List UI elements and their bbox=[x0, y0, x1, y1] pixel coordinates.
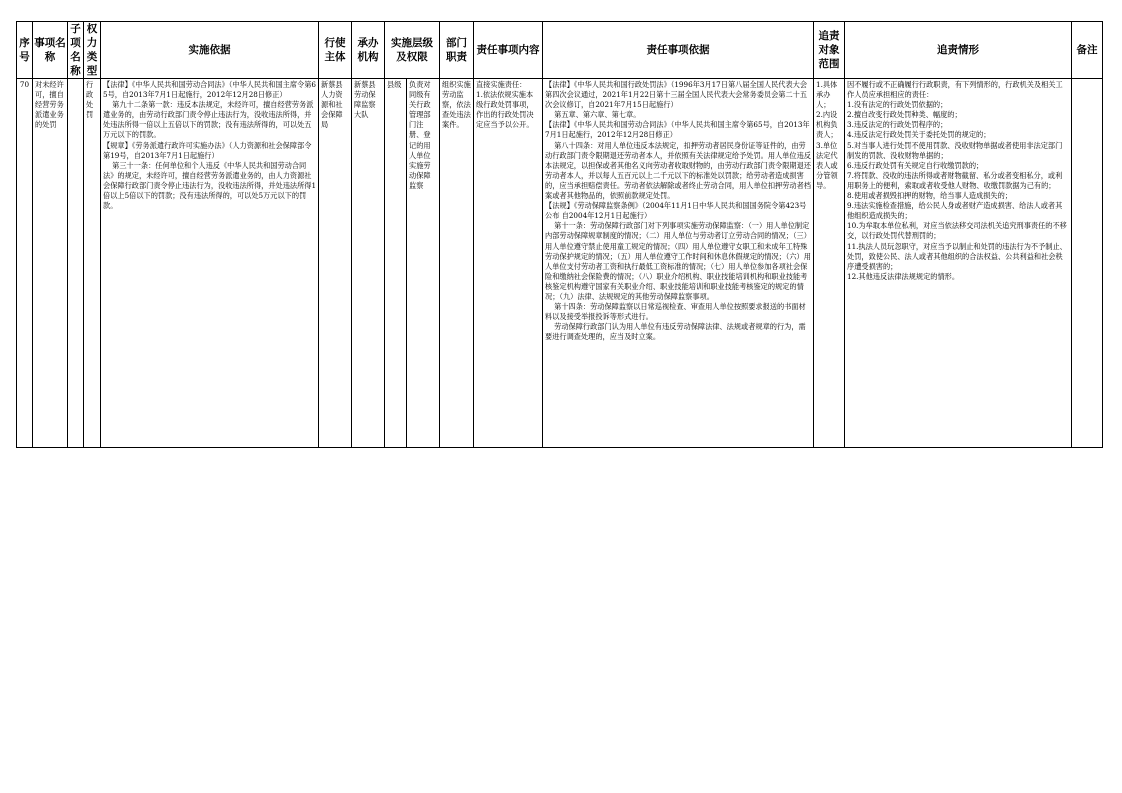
cell-seq bbox=[17, 79, 33, 448]
agency-text: 新蔡县劳动保障监察大队 bbox=[354, 80, 376, 120]
subject-text: 新蔡县人力资源和社会保障局 bbox=[321, 80, 343, 130]
header-row bbox=[17, 22, 1103, 79]
header-subject: 行使主体 bbox=[319, 22, 352, 79]
accountability-scope-text: 1.具体承办人； 2.内设机构负责人； 3.单位法定代表人或分管领导。 bbox=[816, 80, 838, 190]
cell-accountability-scope bbox=[814, 79, 845, 448]
remarks-text bbox=[1074, 80, 1100, 446]
level-authority-text: 负责对同级有关行政管理部门注册、登记的用人单位实施劳动保障监察 bbox=[409, 80, 431, 190]
header-seq: 序号 bbox=[17, 22, 33, 79]
header-level: 实施层级及权限 bbox=[385, 22, 440, 79]
sub-item-name-text bbox=[70, 80, 81, 446]
header-basis: 实施依据 bbox=[101, 22, 319, 79]
cell-resp-basis bbox=[543, 79, 814, 448]
header-sub-item-name: 子项名称 bbox=[68, 22, 84, 79]
accountability-cases-text: 因不履行或不正确履行行政职责，有下列情形的，行政机关及相关工作人员应承担相应的责任： 1.没有法定的行政处罚依据的； 2.擅自改变行政处罚种类、幅度的； 3.违反法定的行政处罚程序的； 4.违反法定行政处罚关于委托处罚的规定的； 5.对当事人进行处罚不使用罚款、没收财物单据或者使用非法定部门制发的罚款、没收财物单据的； 6.违反行政处罚有关规定自行收缴罚款的； 7.将罚款、没收的违法所得或者财物截留、私分或者变相私分，或利用职务上的便利，索取或者收受他人财物、收缴罚款据为己有的； 8.使用或者损毁扣押的财物，给当事人造成损失的； 9.违法实施检查措施，给公民人身或者财产造成损害、给法人或者其他组织造成损失的； 10.为牟取本单位私利，对应当依法移交司法机关追究刑事责任的不移交，以行政处罚代替刑罚的； 11.执法人员玩忽职守，对应当予以制止和处罚的违法行为不予制止、处罚，致使公民、法人或者其他组织的合法权益、公共利益和社会秩序遭受损害的； 12.其他违反法律法规规定的情形。 bbox=[847, 80, 1067, 281]
cell-sub-item-name bbox=[68, 79, 84, 448]
dept-duty-text: 组织实施劳动监察，依法查处违法案件。 bbox=[442, 80, 471, 130]
header-agency: 承办机构 bbox=[352, 22, 385, 79]
item-name-text: 对未经许可，擅自经营劳务派遣业务的处罚 bbox=[35, 80, 64, 130]
power-type-text: 行政处罚 bbox=[86, 80, 94, 120]
header-dept-duty: 部门职责 bbox=[440, 22, 474, 79]
resp-basis-text: 【法律】《中华人民共和国行政处罚法》（1996年3月17日第八届全国人民代表大会第四次会议通过，2021年1月22日第十三届全国人民代表大会常务委员会第二十五次会议修订，自2021年7月15日起施行） 第五章、第六章、第七章。 【法律】《中华人民共和国劳动合同法》（中华人民共和国主席令第65号，自2013年7月1日起施行，2012年12月28日修正） 第八十四条：对用人单位违反本法规定，扣押劳动者居民身份证等证件的，由劳动行政部门责令限期退还劳动者本人，并依照有关法律规定给予处罚。用人单位违反本法规定，以担保或者其他名义向劳动者收取财物的，由劳动行政部门责令限期退还劳动者本人，并以每人五百元以上二千元以下的标准处以罚款；给劳动者造成损害的，应当承担赔偿责任。劳动者依法解除或者终止劳动合同，用人单位扣押劳动者档案或者其他物品的，依照前款规定处罚。 【法规】《劳动保障监察条例》（2004年11月1日中华人民共和国国务院令第423号公布 自2004年12月1日起施行） 第十一条：劳动保障行政部门对下列事项实施劳动保障监察：（一）用人单位制定内部劳动保障规章制度的情况；（二）用人单位与劳动者订立劳动合同的情况；（三）用人单位遵守禁止使用童工规定的情况；（四）用人单位遵守女职工和未成年工特殊劳动保护规定的情况；（五）用人单位遵守工作时间和休息休假规定的情况；（六）用人单位支付劳动者工资和执行最低工资标准的情况；（七）用人单位参加各项社会保险和缴纳社会保险费的情况；（八）职业介绍机构、职业技能培训机构和职业技能考核鉴定机构遵守国家有关职业介绍、职业技能培训和职业技能考核鉴定的规定的情况；（九）法律、法规规定的其他劳动保障监察事项。 第十四条：劳动保障监察以日常巡视检查、审查用人单位按照要求报送的书面材料以及接受举报投诉等形式进行。 劳动保障行政部门认为用人单位有违反劳动保障法律、法规或者规章的行为，需要进行调查处理的，应当及时立案。 bbox=[545, 80, 811, 342]
header-remarks: 备注 bbox=[1072, 22, 1103, 79]
table-row bbox=[17, 79, 1103, 448]
cell-dept-duty bbox=[440, 79, 474, 448]
header-power-type: 权力类型 bbox=[84, 22, 101, 79]
level-text: 县级 bbox=[387, 80, 402, 89]
cell-agency bbox=[352, 79, 385, 448]
cell-remarks bbox=[1072, 79, 1103, 448]
cell-item-name bbox=[33, 79, 68, 448]
header-resp-content: 责任事项内容 bbox=[474, 22, 543, 79]
cell-level-authority bbox=[407, 79, 440, 448]
cell-basis bbox=[101, 79, 319, 448]
power-list-table bbox=[16, 21, 1103, 448]
header-resp-basis: 责任事项依据 bbox=[543, 22, 814, 79]
basis-text: 【法律】《中华人民共和国劳动合同法》（中华人民共和国主席令第65号，自2013年7月1日起施行，2012年12月28日修正） 第九十二条第一款：违反本法规定，未经许可，擅自经营劳务派遣业务的，由劳动行政部门责令停止违法行为，没收违法所得，并处违法所得一倍以上五倍以下的罚款；没有违法所得的，可以处五万元以下的罚款。 【规章】《劳务派遣行政许可实施办法》（人力资源和社会保障部令第19号，自2013年7月1日起施行） 第三十一条：任何单位和个人违反《中华人民共和国劳动合同法》的规定，未经许可，擅自经营劳务派遣业务的，由人力资源社会保障行政部门责令停止违法行为，没收违法所得，并处违法所得1倍以上5倍以下的罚款；没有违法所得的，可以处5万元以下的罚款。 bbox=[103, 80, 316, 211]
cell-accountability-cases bbox=[845, 79, 1072, 448]
header-accountability-cases: 追责情形 bbox=[845, 22, 1072, 79]
cell-resp-content bbox=[474, 79, 543, 448]
cell-level bbox=[385, 79, 407, 448]
header-item-name: 事项名称 bbox=[33, 22, 68, 79]
cell-subject bbox=[319, 79, 352, 448]
seq-text: 70 bbox=[19, 80, 30, 89]
cell-power-type bbox=[84, 79, 101, 448]
resp-content-text: 直接实施责任： 1.依法依规实施本级行政处罚事项，作出的行政处罚决定应当予以公开。 bbox=[476, 80, 534, 130]
header-accountability-scope: 追责对象范围 bbox=[814, 22, 845, 79]
